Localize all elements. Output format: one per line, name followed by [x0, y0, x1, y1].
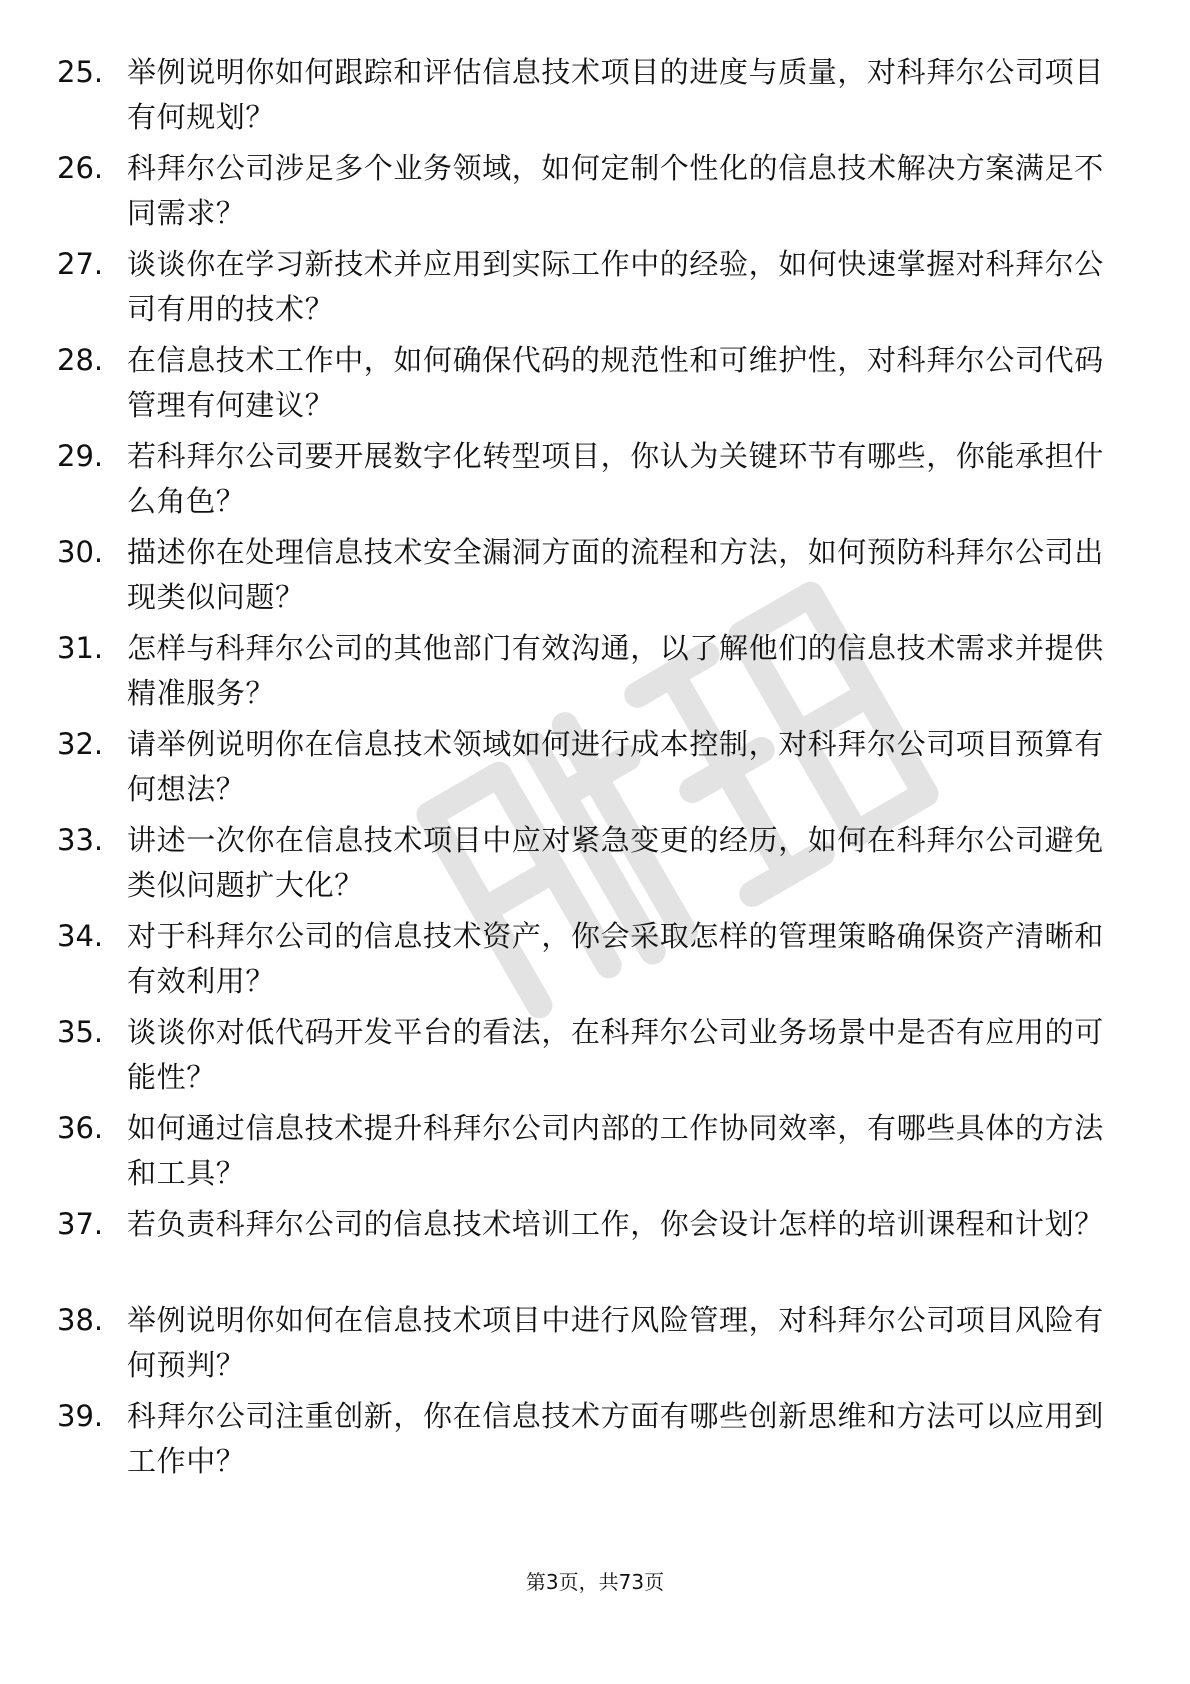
question-item	[0, 530, 1190, 630]
question-text: 若负责科拜尔公司的信息技术培训工作，你会设计怎样的培训课程和计划？	[127, 1207, 1104, 1241]
question-item	[0, 722, 1190, 822]
question-item	[0, 626, 1190, 726]
question-number: 34.	[57, 919, 104, 953]
question-number: 39.	[57, 1399, 104, 1433]
question-text: 对于科拜尔公司的信息技术资产，你会采取怎样的管理策略确保资产清晰和有效利用？	[127, 919, 1104, 998]
question-text: 谈谈你对低代码开发平台的看法，在科拜尔公司业务场景中是否有应用的可能性？	[127, 1015, 1104, 1094]
question-text: 谈谈你在学习新技术并应用到实际工作中的经验，如何快速掌握对科拜尔公司有用的技术？	[127, 247, 1104, 326]
question-number: 36.	[57, 1111, 104, 1145]
question-item	[0, 146, 1190, 246]
question-number: 31.	[57, 631, 104, 665]
question-text: 举例说明你如何跟踪和评估信息技术项目的进度与质量，对科拜尔公司项目有何规划？	[127, 55, 1104, 134]
question-item	[0, 1010, 1190, 1110]
question-item	[0, 914, 1190, 1014]
question-item	[0, 818, 1190, 918]
question-number: 28.	[57, 343, 104, 377]
question-text: 在信息技术工作中，如何确保代码的规范性和可维护性，对科拜尔公司代码管理有何建议？	[127, 343, 1104, 422]
question-text: 若科拜尔公司要开展数字化转型项目，你认为关键环节有哪些，你能承担什么角色？	[127, 439, 1104, 518]
question-number: 38.	[57, 1303, 104, 1337]
question-item	[0, 434, 1190, 534]
question-text: 科拜尔公司注重创新，你在信息技术方面有哪些创新思维和方法可以应用到工作中？	[127, 1399, 1104, 1478]
question-text: 举例说明你如何在信息技术项目中进行风险管理，对科拜尔公司项目风险有何预判？	[127, 1303, 1104, 1382]
page-footer: 第3页，共73页	[525, 1570, 665, 1594]
question-text: 科拜尔公司涉足多个业务领域，如何定制个性化的信息技术解决方案满足不同需求？	[127, 151, 1104, 230]
question-item	[0, 242, 1190, 342]
question-number: 35.	[57, 1015, 104, 1049]
question-text: 怎样与科拜尔公司的其他部门有效沟通，以了解他们的信息技术需求并提供精准服务？	[127, 631, 1104, 710]
question-number: 37.	[57, 1207, 104, 1241]
question-text: 如何通过信息技术提升科拜尔公司内部的工作协同效率，有哪些具体的方法和工具？	[127, 1111, 1104, 1190]
question-number: 26.	[57, 151, 104, 185]
question-number: 27.	[57, 247, 104, 281]
question-number: 33.	[57, 823, 104, 857]
question-item	[0, 338, 1190, 438]
question-number: 25.	[57, 55, 104, 89]
question-item	[0, 50, 1190, 150]
question-item	[0, 1298, 1190, 1398]
question-number: 32.	[57, 727, 104, 761]
question-text: 请举例说明你在信息技术领域如何进行成本控制，对科拜尔公司项目预算有何想法？	[127, 727, 1104, 806]
question-item	[0, 1394, 1190, 1494]
question-item	[0, 1106, 1190, 1206]
question-item	[0, 1202, 1190, 1302]
question-number: 29.	[57, 439, 104, 473]
question-number: 30.	[57, 535, 104, 569]
question-text: 描述你在处理信息技术安全漏洞方面的流程和方法，如何预防科拜尔公司出现类似问题？	[127, 535, 1104, 614]
question-text: 讲述一次你在信息技术项目中应对紧急变更的经历，如何在科拜尔公司避免类似问题扩大化？	[127, 823, 1104, 902]
